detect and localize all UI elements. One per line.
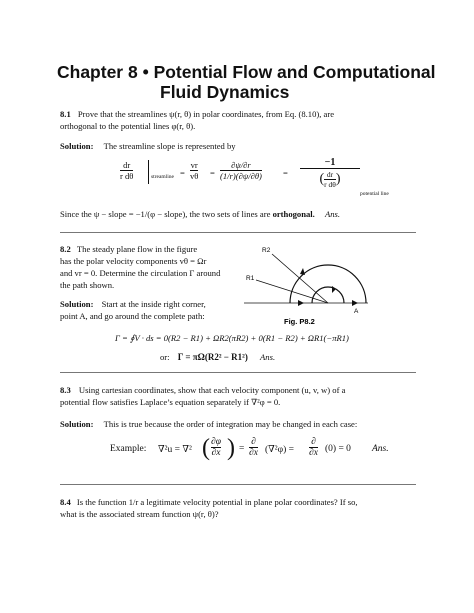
- answer-mark: Ans.: [260, 352, 276, 362]
- divider-2: [60, 372, 416, 373]
- figure-outer-arc: [290, 265, 366, 303]
- eq-rdtheta: r dθ: [120, 171, 134, 181]
- solution-text: This is true because the order of integration may be changed in each case:: [103, 419, 358, 429]
- chapter-title-line1: Chapter 8 • Potential Flow and Computational: [57, 62, 436, 82]
- eq-lhs: ∇²u = ∇²: [158, 445, 192, 455]
- problem-text-line1: Prove that the streamlines ψ(r, θ) in polar coordinates, from Eq. (8.10), are: [77, 109, 335, 119]
- answer-mark: Ans.: [324, 209, 341, 219]
- eq-example: Example:: [110, 444, 147, 454]
- figure-label-r1: R1: [246, 275, 255, 282]
- eq-neg1: −1: [324, 157, 336, 168]
- eq-result: Γ = πΩ(R2² − R1²): [177, 352, 248, 362]
- solution-label: Solution:: [60, 141, 94, 151]
- problem-8-2: [60, 243, 250, 291]
- eq-inner-dr: dr: [326, 170, 334, 179]
- eq-equals-2: =: [210, 168, 215, 178]
- eq-psi-num: ∂ψ/∂r: [231, 160, 251, 170]
- eq-d-dx-1: [249, 437, 258, 458]
- conclusion-bold: orthogonal.: [272, 209, 315, 219]
- eq-laplacian-phi: (∇²φ) =: [265, 445, 295, 455]
- figure-p8-2: [244, 236, 374, 328]
- solution-label: Solution:: [60, 419, 94, 429]
- eq-equals: =: [239, 444, 245, 454]
- equation-8-3: [110, 434, 410, 466]
- conclusion-8-1: [60, 208, 340, 220]
- problem-number: 8.3: [60, 385, 71, 395]
- figure-arrow-outer: [300, 268, 305, 275]
- chapter-title-line2: Fluid Dynamics: [160, 82, 290, 102]
- eq-dr: dr: [123, 160, 131, 170]
- figure-r2-line: [272, 254, 328, 303]
- eq-inner-frac: [324, 170, 336, 189]
- solution-label: Solution:: [60, 299, 94, 309]
- eq-d1: ∂: [251, 437, 256, 447]
- solution-8-1: [60, 140, 236, 152]
- eq-paren-close: ): [335, 171, 341, 187]
- eq-neg-frac: [300, 157, 360, 189]
- eq-potential-subscript: potential line: [360, 191, 389, 197]
- eq-equals-3: =: [283, 168, 288, 178]
- solution-line1: Start at the inside right corner,: [101, 299, 206, 309]
- eq-paren-close: ): [227, 435, 235, 461]
- eq-dr-frac: [120, 160, 133, 181]
- figure-label-a: A: [354, 308, 359, 315]
- eq-dx: ∂x: [211, 448, 221, 458]
- eq-inner-rdtheta: r dθ: [324, 180, 336, 189]
- eq-dphi-dx: [211, 437, 221, 458]
- divider-3: [60, 484, 416, 485]
- problem-text-line1: Is the function 1/r a legitimate velocity potential in plane polar coordinates? If so,: [76, 497, 358, 507]
- eq-paren-group: (: [319, 171, 325, 187]
- problem-text-line2: orthogonal to the potential lines φ(r, θ).: [60, 121, 196, 131]
- solution-line2: point A, and go around the complete path:: [60, 311, 205, 321]
- conclusion-text: Since the ψ − slope = −1/(φ − slope), the two sets of lines are: [60, 209, 271, 219]
- eq-dx1: ∂x: [249, 448, 258, 458]
- problem-text-line4: the path shown.: [60, 280, 115, 290]
- solution-text: The streamline slope is represented by: [103, 141, 236, 151]
- answer-mark: Ans.: [372, 444, 389, 454]
- problem-text-line2: potential flow satisfies Laplace’s equation separately if ∇²φ = 0.: [60, 397, 281, 407]
- figure-caption: Fig. P8.2: [284, 317, 315, 326]
- equation-8-1: [120, 156, 390, 198]
- figure-arrow-right: [352, 300, 358, 306]
- solution-8-2: [60, 298, 260, 322]
- eq-tail: (0) = 0: [325, 444, 351, 454]
- eq-psi-den: (1/r)(∂ψ/∂θ): [220, 171, 262, 181]
- figure-inner-arc: [312, 287, 344, 303]
- eq-dphi: ∂φ: [211, 437, 221, 447]
- solution-8-3: [60, 418, 357, 430]
- equation-8-2-result: [160, 352, 275, 362]
- problem-8-1: [60, 108, 425, 132]
- eq-d-dx-2: [309, 437, 318, 458]
- eq-or: or:: [160, 352, 170, 362]
- problem-number: 8.1: [60, 109, 71, 119]
- eq-paren-open: (: [202, 435, 210, 461]
- eq-vtheta: vθ: [190, 171, 199, 181]
- problem-number: 8.4: [60, 497, 71, 507]
- figure-label-r2: R2: [262, 247, 271, 254]
- eq-streamline-subscript: streamline: [151, 174, 174, 180]
- problem-text-line3: and vr = 0. Determine the circulation Γ around: [60, 268, 221, 278]
- problem-text-line1: Using cartesian coordinates, show that each velocity component (u, v, w) of a: [78, 385, 346, 395]
- eq-dx2: ∂x: [309, 448, 318, 458]
- eq-equals-1: =: [180, 168, 185, 178]
- divider-1: [60, 232, 416, 233]
- problem-8-3: [60, 384, 425, 408]
- equation-8-2: Γ = ∮V · ds = 0(R2 − R1) + ΩR2(πR2) + 0(R1 − R2) + ΩR1(−πR1): [115, 333, 349, 343]
- eq-psi-frac: [220, 160, 262, 181]
- problem-text-line2: has the polar velocity components vθ = Ωr: [60, 256, 207, 266]
- figure-arrow-inner: [332, 286, 336, 293]
- problem-number: 8.2: [60, 244, 71, 254]
- eq-d2: ∂: [311, 437, 316, 447]
- eq-vr: vr: [190, 160, 198, 170]
- eq-v-frac: [190, 160, 198, 181]
- eq-evalbar: [148, 160, 149, 184]
- figure-arrow-left: [298, 300, 304, 306]
- eq-neg-frac-den: [300, 168, 360, 189]
- problem-text-line2: what is the associated stream function ψ(r, θ)?: [60, 509, 219, 519]
- problem-8-4: [60, 496, 430, 520]
- problem-text-line1: The steady plane flow in the figure: [76, 244, 198, 254]
